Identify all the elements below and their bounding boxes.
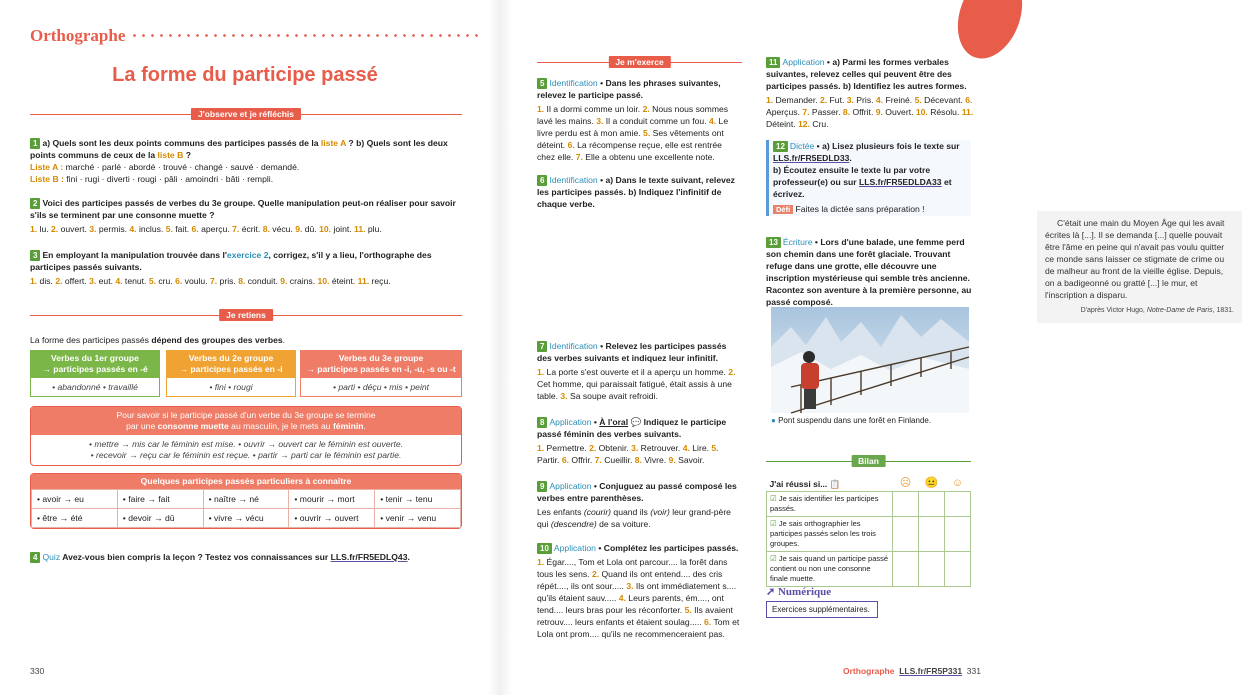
item-number: 1. xyxy=(537,367,545,377)
item-number: 1. xyxy=(537,443,545,453)
section-retiens xyxy=(30,309,462,321)
item-text: tenut. xyxy=(122,276,149,286)
item-text: inclus. xyxy=(136,224,166,234)
item-text: Aperçus. xyxy=(766,107,803,117)
item-number: 4. xyxy=(708,116,717,126)
item-number: 8. xyxy=(262,224,270,234)
numerique-label: ➚ Numérique xyxy=(766,586,832,598)
exercise-number: 10 xyxy=(537,543,552,554)
item-number: 3. xyxy=(846,95,854,105)
item-number: 1. xyxy=(537,104,545,114)
item-number: 2. xyxy=(728,367,736,377)
item-number: 1. xyxy=(537,557,545,567)
item-number: 6. xyxy=(191,224,199,234)
defi-badge: Défi xyxy=(773,205,793,214)
item-text: Déteint. xyxy=(766,119,799,129)
item-number: 11. xyxy=(357,276,370,286)
item-text: Fut. xyxy=(827,95,847,105)
page-number-right: 331 xyxy=(966,666,981,676)
bridge-photo-image xyxy=(771,307,969,413)
item-number: 3. xyxy=(631,443,639,453)
exercise-number: 3 xyxy=(30,250,40,261)
item-text: Nous nous sommes lavé les mains. xyxy=(537,104,729,126)
item-text: Elle a obtenu une excellente note. xyxy=(582,152,715,162)
exercise-2-items xyxy=(30,223,462,235)
bilan-table xyxy=(766,476,971,587)
item-number: 3. xyxy=(89,224,97,234)
item-text: joint. xyxy=(331,224,355,234)
item-number: 8. xyxy=(842,107,851,117)
item-text: Permettre. xyxy=(544,443,590,453)
item-text: Pris. xyxy=(853,95,876,105)
item-number: 7. xyxy=(594,455,602,465)
table-row: • être → été • devoir → dû • vivre → vécu • ouvrir → ouvert • venir → venu xyxy=(32,509,461,528)
item-number: 6. xyxy=(561,455,570,465)
item-number: 9. xyxy=(875,107,883,117)
item-text: Il a conduit comme un fou. xyxy=(603,116,709,126)
item-number: 5. xyxy=(684,605,692,615)
footer-link[interactable]: LLS.fr/FR5P331 xyxy=(899,666,963,676)
item-number: 3. xyxy=(560,391,568,401)
item-number: 5. xyxy=(148,276,156,286)
item-number: 9. xyxy=(295,224,303,234)
bilan-checkbox[interactable] xyxy=(919,552,945,587)
check-icon: ☑ xyxy=(770,554,777,563)
item-number: 1. xyxy=(30,276,38,286)
exercise-5: 5 Identification • Dans les phrases suivantes, relevez le participe passé. 1. Il a dormi comme un loir. 2. Nous nous sommes lavé les mains. 3. Il a conduit comme un fou. 4. Le livre perdu est à mon amie. 5. Ses vêtements ont déteint. 6. La récompense reçue, elle est rentrée chez elle. 7. Elle a obtenu une excellente note. xyxy=(537,78,729,162)
exercise-number: 12 xyxy=(773,141,788,152)
bilan-checkbox[interactable] xyxy=(945,492,971,517)
exercise-number: 2 xyxy=(30,198,40,209)
exercise-8: 8 Application • À l'oral 💬 Indiquez le participe passé féminin des verbes suivants. 1. Permettre. 2. Obtenir. 3. Retrouver. 4. Lire. 5. Partir. 6. Offrir. 7. Cueillir. 8. Vivre. 9. Savoir. xyxy=(537,417,727,465)
exercise-number: 5 xyxy=(537,78,547,89)
item-text: aperçu. xyxy=(198,224,233,234)
exercise-11: 11 Application • a) Parmi les formes verbales suivantes, relevez celles qui peuvent être des participes passés. b) Identifiez les autres formes. 1. Demander. 2. Fut. 3. Pris. 4. Freiné. 5. Décevant. 6. Aperçus. 7. Passer. 8. Offrit. 9. Ouvert. 10. Résolu. 11. Déteint. 12. Cru. xyxy=(766,57,974,129)
exercise-number: 9 xyxy=(537,481,547,492)
item-number: 7. xyxy=(232,224,240,234)
bilan-checkbox[interactable] xyxy=(893,492,919,517)
item-text: Obtenir. xyxy=(596,443,632,453)
item-number: 1. xyxy=(766,95,774,105)
item-number: 4. xyxy=(682,443,690,453)
item-number: 2. xyxy=(591,569,600,579)
item-text: Quand ils ont entend.... des cris répét...., ils ont sour..... xyxy=(537,569,723,591)
table-row: ☑ Je sais identifier les participes passés. xyxy=(767,492,971,517)
item-number: 6. xyxy=(704,617,712,627)
section-bilan-label: Bilan xyxy=(851,455,886,467)
exercise-9: 9 Application • Conjuguez au passé composé les verbes entre parenthèses. Les enfants (courir) quand ils (voir) leur grand-père qui (descendre) de sa voiture. xyxy=(537,481,737,529)
item-text: Cet homme, qui paraissait fatigué, était assis à une table. xyxy=(537,379,732,401)
item-text: Ils avaient retrouv.... leurs enfants et étaient soulag..... xyxy=(537,605,733,627)
item-text: dis. xyxy=(37,276,56,286)
item-number: 1. xyxy=(30,224,38,234)
bilan-checkbox[interactable] xyxy=(893,552,919,587)
item-number: 9. xyxy=(668,455,676,465)
page-number-left: 330 xyxy=(30,666,45,676)
item-text: voulu. xyxy=(182,276,210,286)
item-text: Ouvert. xyxy=(882,107,916,117)
section-observe-label: J'observe et je réfléchis xyxy=(191,108,301,120)
item-number: 2. xyxy=(642,104,650,114)
item-text: La récompense reçue, elle est rentrée chez elle. xyxy=(537,140,722,162)
item-text: écrit. xyxy=(239,224,263,234)
exercise-number: 13 xyxy=(766,237,781,248)
item-text: Lire. xyxy=(689,443,712,453)
item-text: lu. xyxy=(37,224,52,234)
item-number: 3. xyxy=(89,276,97,286)
exercise-number: 1 xyxy=(30,138,40,149)
item-number: 5. xyxy=(914,95,922,105)
item-text: offert. xyxy=(62,276,90,286)
item-text: fait. xyxy=(172,224,192,234)
exercise-6: 6 Identification • a) Dans le texte suivant, relevez les participes passés. b) Indiquez l'infinitif de chaque verbe. xyxy=(537,175,735,209)
exercise-number: 4 xyxy=(30,552,40,563)
item-text: Il a dormi comme un loir. xyxy=(544,104,643,114)
exercise-7: 7 Identification • Relevez les participes passés des verbes suivants et indiquez leur infinitif. 1. La porte s'est ouverte et il a aperçu un homme. 2. Cet homme, qui paraissait fatigué, était assis à une table. 3. Sa soupe avait refroidi. xyxy=(537,341,736,401)
section-exerce-label: Je m'exerce xyxy=(608,56,670,68)
item-text: Partir. xyxy=(537,455,562,465)
section-header: Orthographe xyxy=(30,26,126,45)
liste-a-label: Liste A : xyxy=(30,162,64,172)
dictee-link-1[interactable]: LLS.fr/FR5EDLD33 xyxy=(773,153,850,163)
exercise-number: 7 xyxy=(537,341,547,352)
right-page xyxy=(500,0,1234,695)
group-1-box: Verbes du 1er groupe → participes passés en -é • abandonné • travaillé xyxy=(30,350,160,397)
retiens-intro: La forme des participes passés dépend des groupes des verbes. xyxy=(30,335,286,345)
exercise-10: 10 Application • Complétez les participes passés. 1. Égar...., Tom et Lola ont parcour.... la forêt dans tous les sens. 2. Quand ils ont entend.... des cris répét...., ils ont sour..... 3. Ils ont immédiatement s.... qu'ils étaient sauv..... 4. Leurs parents, ém...., ont tend.... leurs bras pour les réconforter. 5. Ils avaient retrouv.... leurs enfants et étaient soulag..... 6. Tom et Lola ont prom.... qu'ils ne recommenceraient pas. xyxy=(537,543,740,639)
item-text: crains. xyxy=(287,276,318,286)
item-text: Sa soupe avait refroidi. xyxy=(567,391,658,401)
liste-a: marché · parlé · abordé · trouvé · changé · sauvé · demandé. xyxy=(63,162,300,172)
item-number: 3. xyxy=(626,581,634,591)
item-number: 6. xyxy=(567,140,575,150)
exercise-2: 2 Voici des participes passés de verbes du 3e groupe. Quelle manipulation peut-on réaliser pour savoir s'ils se terminent par une consonne muette ? 1. lu. 2. ouvert. 3. permis. 4. inclus. 5. fait. 6. aperçu. 7. écrit. 8. vécu. 9. dû. 10. joint. 11. plu. xyxy=(30,197,462,235)
bilan-checkbox[interactable] xyxy=(919,517,945,552)
checklist-icon: 📋 xyxy=(829,478,841,489)
item-text: dû. xyxy=(302,224,320,234)
item-text: Offrir. xyxy=(569,455,595,465)
item-text: Décevant. xyxy=(921,95,966,105)
item-text: Cru. xyxy=(809,119,829,129)
liste-b: fini · rugi · diverti · rougi · pâli · amoindri · bâti · rempli. xyxy=(63,174,274,184)
item-number: 7. xyxy=(802,107,810,117)
photo-caption: ● Pont suspendu dans une forêt en Finlande. xyxy=(771,416,932,425)
item-number: 7. xyxy=(575,152,583,162)
item-text: Égar...., Tom et Lola ont parcour.... la forêt dans tous les sens. xyxy=(537,557,728,579)
section-exerce xyxy=(537,56,742,68)
footer-section: Orthographe xyxy=(843,666,895,676)
exercise-12: 12 Dictée • a) Lisez plusieurs fois le texte sur LLS.fr/FR5EDLD33. b) Écoutez ensuite le texte lu par votre professeur(e) ou sur LLS.fr/FR5EDLDA33 et écrivez. Défi Faites la dictée sans préparation ! xyxy=(766,140,971,216)
section-retiens-label: Je retiens xyxy=(219,309,273,321)
exercise-number: 6 xyxy=(537,175,547,186)
speech-bubble-icon: 💬 xyxy=(630,417,642,427)
item-text: pris. xyxy=(217,276,239,286)
item-number: 8. xyxy=(634,455,642,465)
bilan-checkbox[interactable] xyxy=(945,517,971,552)
bilan-checkbox[interactable] xyxy=(945,552,971,587)
item-text: Ils ont immédiatement s.... qu'ils étaient sauv..... xyxy=(537,581,737,603)
sad-face-icon: ☹ xyxy=(899,477,912,489)
table-row: ☑ Je sais quand un participe passé contient ou non une consonne finale muette. xyxy=(767,552,971,587)
item-text: Tom et Lola ont prom.... qu'ils ne recommenceraient pas. xyxy=(537,617,740,639)
item-text: Résolu. xyxy=(927,107,962,117)
exercise-13: 13 Écriture • Lors d'une balade, une femme perd son chemin dans une forêt glaciale. Trouvant refuge dans une grotte, elle découvre une inscription mystérieuse qui semble très ancienne. Racontez son aventure à la première personne, au passé composé. xyxy=(766,237,972,307)
item-number: 3. xyxy=(596,116,604,126)
section-bilan xyxy=(766,455,971,467)
bilan-checkbox[interactable] xyxy=(893,517,919,552)
item-text: Ses vêtements ont déteint. xyxy=(537,128,724,150)
item-number: 2. xyxy=(589,443,597,453)
item-text: Leurs parents, ém...., ont tend.... leurs bras pour les réconforter. xyxy=(537,593,724,615)
item-number: 4. xyxy=(115,276,123,286)
victor-hugo-quote: C'était une main du Moyen Âge qui les avait écrites là [...]. Il se demanda [...] quelle pouvait être l'âme en peine qui n'avait pas voulu quitter ce monde sans laisser ce stigmate de crime ou de malheur au front de la vieille église. Depuis, on a badigeonné ou gratté [...] le mur, et l'inscription a disparu. D'après Victor Hugo, Notre-Dame de Paris, 1831. xyxy=(1037,211,1242,323)
item-text: Savoir. xyxy=(675,455,705,465)
quiz-link[interactable]: LLS.fr/FR5EDLQ43 xyxy=(330,552,408,562)
item-number: 6. xyxy=(175,276,183,286)
table-row: ☑ Je sais orthographier les participes passés selon les trois groupes. xyxy=(767,517,971,552)
item-number: 2. xyxy=(51,224,59,234)
exercise-3-items xyxy=(30,275,462,287)
happy-face-icon: ☺ xyxy=(951,477,964,489)
item-text: reçu. xyxy=(369,276,391,286)
numerique-box[interactable]: Exercices supplémentaires. xyxy=(766,601,878,618)
item-text: ouvert. xyxy=(58,224,90,234)
left-page xyxy=(0,0,500,695)
neutral-face-icon: 😐 xyxy=(924,477,939,489)
item-text: Freiné. xyxy=(883,95,915,105)
item-number: 11. xyxy=(354,224,366,234)
particular-head: Quelques participes passés particuliers à connaître xyxy=(31,474,461,489)
item-number: 10. xyxy=(317,276,330,286)
bilan-checkbox[interactable] xyxy=(919,492,945,517)
item-text: éteint. xyxy=(329,276,358,286)
item-number: 5. xyxy=(165,224,173,234)
dictee-link-2[interactable]: LLS.fr/FR5EDLDA33 xyxy=(858,177,942,187)
item-number: 4. xyxy=(129,224,137,234)
group-3-box: Verbes du 3e groupe → participes passés en -i, -u, -s ou -t • parti • déçu • mis • peint xyxy=(300,350,462,397)
item-text: Le livre perdu est à mon amie. xyxy=(537,116,729,138)
item-number: 4. xyxy=(618,593,626,603)
item-number: 12. xyxy=(798,119,810,129)
item-text: La porte s'est ouverte et il a aperçu un homme. xyxy=(544,367,729,377)
page-title: La forme du participe passé xyxy=(112,64,378,86)
item-number: 5. xyxy=(711,443,719,453)
item-number: 11. xyxy=(961,107,974,117)
bilan-head: J'ai réussi si... xyxy=(769,478,828,489)
exercise-1: 1 a) Quels sont les deux points communs des participes passés de la liste A ? b) Quels sont les deux points communs de ceux de la liste B ? Liste A : marché · parlé · abordé · trouvé · changé · sauvé · demandé. Liste B : fini · rugi · diverti · rougi · pâli · amoindri · bâti · rempli. xyxy=(30,138,448,184)
item-number: 10. xyxy=(319,224,332,234)
table-row: • avoir → eu • faire → fait • naître → né • mourir → mort • tenir → tenu xyxy=(32,490,461,509)
liste-b-label: Liste B : xyxy=(30,174,64,184)
item-number: 5. xyxy=(643,128,651,138)
exercise-4: 4 Quiz Avez-vous bien compris la leçon ? Testez vos connaissances sur LLS.fr/FR5EDLQ43. xyxy=(30,551,470,563)
item-number: 8. xyxy=(238,276,246,286)
item-text: Passer. xyxy=(809,107,843,117)
item-text: Retrouver. xyxy=(638,443,683,453)
item-number: 9. xyxy=(280,276,288,286)
item-text: Cueillir. xyxy=(601,455,635,465)
exercise-number: 8 xyxy=(537,417,547,428)
footer-nav xyxy=(843,666,981,676)
item-text: permis. xyxy=(96,224,130,234)
item-number: 10. xyxy=(915,107,928,117)
bridge-photo xyxy=(771,307,969,413)
item-text: plu. xyxy=(365,224,382,234)
header-dots xyxy=(130,34,480,37)
item-number: 2. xyxy=(55,276,63,286)
exercise-number: 11 xyxy=(766,57,780,68)
item-text: Vivre. xyxy=(641,455,669,465)
item-text: Offrit. xyxy=(850,107,876,117)
exercise-3: 3 En employant la manipulation trouvée dans l'exercice 2, corrigez, s'il y a lieu, l'orthographe des participes passés suivants. 1. dis. 2. offert. 3. eut. 4. tenut. 5. cru. 6. voulu. 7. pris. 8. conduit. 9. crains. 10. éteint. 11. reçu. xyxy=(30,249,462,287)
item-text: eut. xyxy=(96,276,116,286)
check-icon: ☑ xyxy=(770,494,777,503)
group-2-box: Verbes du 2e groupe → participes passés en -i • fini • rougi xyxy=(166,350,296,397)
item-number: 7. xyxy=(210,276,218,286)
rule-box: Pour savoir si le participe passé d'un verbe du 3e groupe se termine par une consonne muette au masculin, je le mets au féminin. • mettre → mis car le féminin est mise. • ouvrir → ouvert car le féminin est ouverte. • recevoir → reçu car le féminin est reçue. • partir → parti car le féminin est partie. xyxy=(30,406,462,466)
item-text: Demander. xyxy=(773,95,820,105)
item-number: 4. xyxy=(875,95,884,105)
item-text: conduit. xyxy=(245,276,281,286)
item-text: cru. xyxy=(156,276,176,286)
cursor-icon: ➚ xyxy=(766,586,776,598)
item-number: 6. xyxy=(965,95,973,105)
section-observe xyxy=(30,108,462,120)
particular-participles-table xyxy=(30,473,462,529)
check-icon: ☑ xyxy=(770,519,777,528)
item-text: vécu. xyxy=(269,224,296,234)
location-pin-icon: ● xyxy=(771,416,776,425)
item-number: 2. xyxy=(819,95,828,105)
